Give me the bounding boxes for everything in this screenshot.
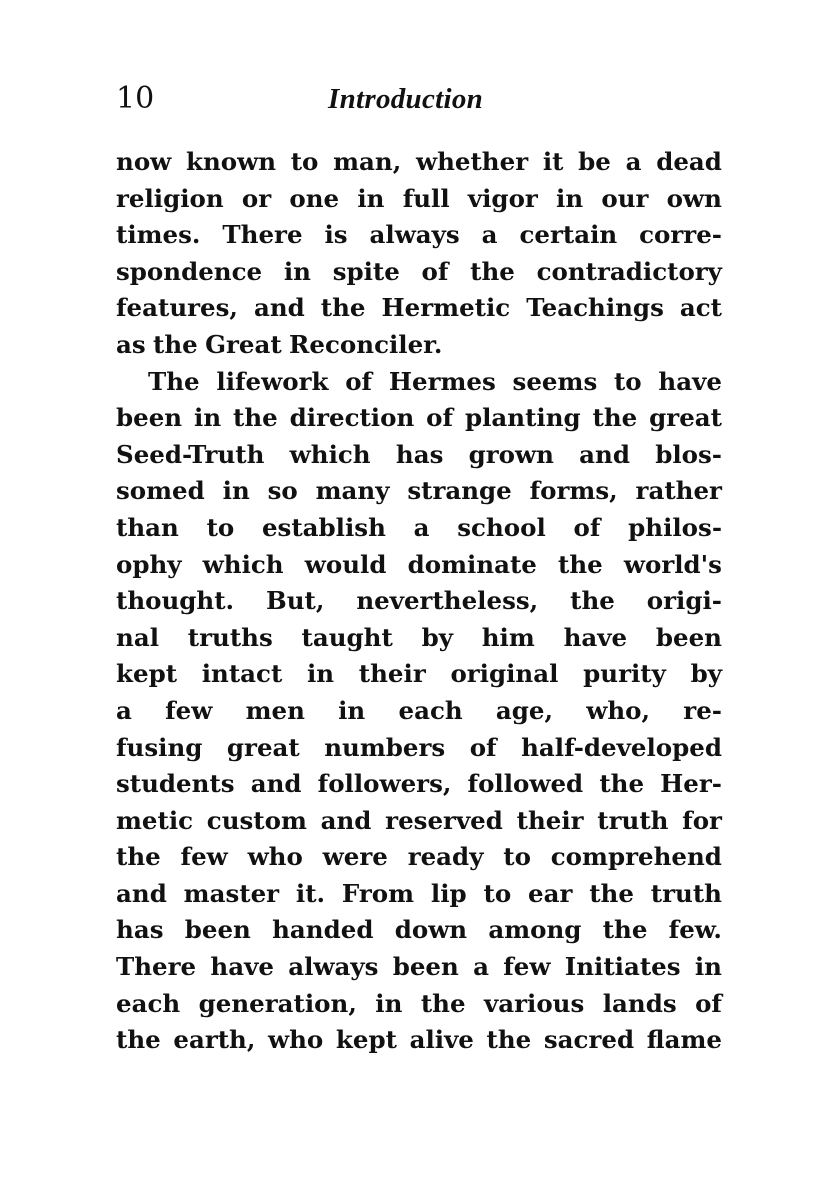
word: now: [116, 147, 172, 176]
text-line: [116, 181, 722, 218]
word: certain: [519, 220, 618, 250]
word: the: [470, 256, 515, 286]
word: grown: [468, 439, 554, 469]
word: each: [116, 988, 181, 1018]
word: few: [503, 952, 551, 982]
word: kept: [335, 1025, 397, 1055]
word: the: [153, 329, 198, 359]
text-line: [116, 656, 722, 693]
word: for: [682, 805, 722, 835]
word: the: [116, 1025, 161, 1055]
word: somed: [116, 476, 205, 506]
text-line: [116, 217, 722, 254]
word: truths: [187, 622, 273, 652]
word: to: [290, 147, 319, 176]
word: a: [481, 220, 498, 250]
word: who: [247, 842, 303, 872]
page-number: 10: [116, 81, 155, 116]
word: seems: [512, 366, 598, 396]
word: followed: [467, 769, 584, 799]
word: Reconciler.: [289, 329, 443, 359]
word: their: [358, 659, 426, 689]
word: establish: [261, 512, 386, 542]
text-line: [116, 437, 722, 474]
word: fusing: [116, 732, 203, 762]
text-line: [116, 473, 722, 510]
text-line: [116, 839, 722, 876]
word: Teachings: [526, 293, 664, 323]
word: few: [165, 695, 213, 725]
word: would: [304, 549, 387, 579]
word: always: [369, 220, 460, 250]
word: sacred: [543, 1025, 635, 1055]
word: metic: [116, 805, 194, 835]
word: reserved: [385, 805, 503, 835]
word: by: [421, 622, 453, 652]
text-line: [116, 620, 722, 657]
word: earth,: [173, 1025, 256, 1055]
word: generation,: [198, 988, 357, 1018]
word: ready: [407, 842, 484, 872]
word: have: [563, 622, 628, 652]
word: dead: [656, 147, 722, 176]
word: and: [250, 769, 302, 799]
word: followers,: [317, 769, 452, 799]
word: But,: [266, 586, 325, 616]
word: their: [516, 805, 584, 835]
text-line: [116, 766, 722, 803]
word: Great: [205, 329, 282, 359]
word: man,: [333, 147, 402, 176]
word: in: [556, 183, 584, 213]
word: flame: [646, 1025, 722, 1055]
word: numbers: [324, 732, 446, 762]
word: the: [420, 988, 466, 1018]
word: in: [375, 988, 403, 1018]
word: few.: [668, 915, 722, 945]
word: direction: [289, 403, 415, 433]
word: been: [655, 622, 722, 652]
word: the: [558, 549, 603, 579]
word: full: [402, 183, 450, 213]
word: which: [202, 549, 284, 579]
text-line: [116, 583, 722, 620]
word: times.: [116, 220, 201, 250]
word: school: [457, 512, 546, 542]
word: Initiates: [564, 952, 681, 982]
word: vigor: [467, 183, 538, 213]
word: There: [222, 220, 303, 250]
word: Seed-Truth: [116, 439, 265, 469]
word: students: [116, 769, 235, 799]
word: a: [473, 952, 489, 982]
text-line: [116, 693, 722, 730]
word: to: [503, 842, 531, 872]
word: the: [320, 293, 366, 323]
word: many: [315, 476, 390, 506]
word: origi-: [646, 586, 722, 616]
word: who,: [586, 695, 651, 725]
word: among: [488, 915, 582, 945]
text-line: [116, 986, 722, 1023]
text-line: [116, 547, 722, 584]
word: has: [395, 439, 444, 469]
word: intact: [201, 659, 283, 689]
word: to: [613, 366, 642, 396]
word: to: [483, 878, 512, 908]
text-line: [116, 327, 722, 364]
word: the: [233, 403, 278, 433]
word: the: [602, 915, 648, 945]
word: comprehend: [550, 842, 722, 872]
word: been: [392, 952, 459, 982]
word: men: [245, 695, 305, 725]
text-line: [116, 254, 722, 291]
word: spite: [332, 256, 400, 286]
text-line: [116, 510, 722, 547]
word: great: [649, 403, 722, 433]
word: be: [578, 147, 611, 176]
text-line: [116, 912, 722, 949]
word: in: [357, 183, 385, 213]
word: blos-: [655, 439, 722, 469]
word: various: [484, 988, 585, 1018]
text-line: [116, 400, 722, 437]
word: by: [690, 659, 722, 689]
word: one: [289, 183, 340, 213]
word: Hermetic: [381, 293, 511, 323]
word: in: [338, 695, 366, 725]
word: custom: [206, 805, 307, 835]
word: and: [579, 439, 630, 469]
word: has: [116, 915, 164, 945]
word: The: [148, 366, 200, 396]
word: of: [573, 512, 601, 542]
text-line: [116, 1022, 722, 1059]
word: spondence: [116, 256, 263, 286]
word: of: [426, 403, 454, 433]
word: There: [116, 952, 197, 982]
word: great: [226, 732, 300, 762]
word: handed: [272, 915, 374, 945]
word: ear: [528, 878, 573, 908]
word: in: [194, 403, 222, 433]
word: nevertheless,: [356, 586, 539, 616]
word: which: [289, 439, 371, 469]
word: him: [481, 622, 535, 652]
word: purity: [583, 659, 666, 689]
word: each: [398, 695, 463, 725]
text-line: [116, 144, 722, 181]
text-line: [116, 803, 722, 840]
word: age,: [495, 695, 554, 725]
word: of: [469, 732, 497, 762]
word: than: [116, 512, 179, 542]
word: lip: [430, 878, 467, 908]
word: the: [570, 586, 615, 616]
word: the: [116, 842, 161, 872]
word: own: [666, 183, 722, 213]
word: a: [116, 695, 132, 725]
word: the: [599, 769, 645, 799]
word: original: [450, 659, 559, 689]
word: nal: [116, 622, 159, 652]
word: of: [345, 366, 373, 396]
word: and: [320, 805, 372, 835]
word: thought.: [116, 586, 235, 616]
word: Hermes: [388, 366, 496, 396]
word: it.: [295, 878, 326, 908]
word: in: [283, 256, 311, 286]
word: or: [241, 183, 272, 213]
text-line: [116, 876, 722, 913]
word: strange: [407, 476, 512, 506]
word: religion: [116, 183, 224, 213]
body-text: [116, 144, 722, 1059]
text-line: [116, 949, 722, 986]
text-line: [116, 364, 722, 401]
word: and: [253, 293, 305, 323]
word: who: [268, 1025, 324, 1055]
word: known: [185, 147, 277, 176]
word: features,: [116, 293, 238, 323]
word: of: [421, 256, 449, 286]
text-line: [116, 730, 722, 767]
word: have: [658, 366, 722, 396]
word: truth: [597, 805, 669, 835]
word: down: [394, 915, 468, 945]
word: Her-: [660, 769, 722, 799]
word: dominate: [407, 549, 537, 579]
word: been: [184, 915, 251, 945]
word: philos-: [628, 512, 722, 542]
word: the: [486, 1025, 532, 1055]
word: half-developed: [521, 732, 722, 762]
word: in: [306, 659, 335, 689]
word: and: [116, 878, 167, 908]
word: corre-: [639, 220, 722, 250]
text-line: [116, 290, 722, 327]
word: act: [679, 293, 722, 323]
word: a: [413, 512, 430, 542]
word: world's: [623, 549, 722, 579]
word: ophy: [116, 549, 182, 579]
word: lands: [602, 988, 677, 1018]
word: truth: [650, 878, 722, 908]
word: re-: [683, 695, 722, 725]
word: alive: [409, 1025, 474, 1055]
word: whether: [415, 147, 529, 176]
word: so: [267, 476, 298, 506]
word: master: [183, 878, 280, 908]
word: planting: [464, 403, 581, 433]
word: few: [180, 842, 228, 872]
word: From: [341, 878, 415, 908]
word: the: [592, 403, 638, 433]
word: the: [589, 878, 634, 908]
word: always: [288, 952, 379, 982]
word: to: [206, 512, 235, 542]
word: been: [116, 403, 183, 433]
word: as: [116, 329, 146, 359]
word: taught: [301, 622, 393, 652]
word: our: [601, 183, 649, 213]
word: have: [210, 952, 274, 982]
word: in: [694, 952, 722, 982]
word: contradictory: [536, 256, 722, 286]
word: of: [695, 988, 722, 1018]
word: kept: [116, 659, 178, 689]
word: in: [222, 476, 250, 506]
word: forms,: [529, 476, 618, 506]
word: it: [542, 147, 564, 176]
running-head: Introduction: [328, 83, 484, 115]
word: rather: [635, 476, 722, 506]
word: lifework: [216, 366, 329, 396]
word: is: [324, 220, 348, 250]
word: were: [322, 842, 388, 872]
word: a: [625, 147, 642, 176]
